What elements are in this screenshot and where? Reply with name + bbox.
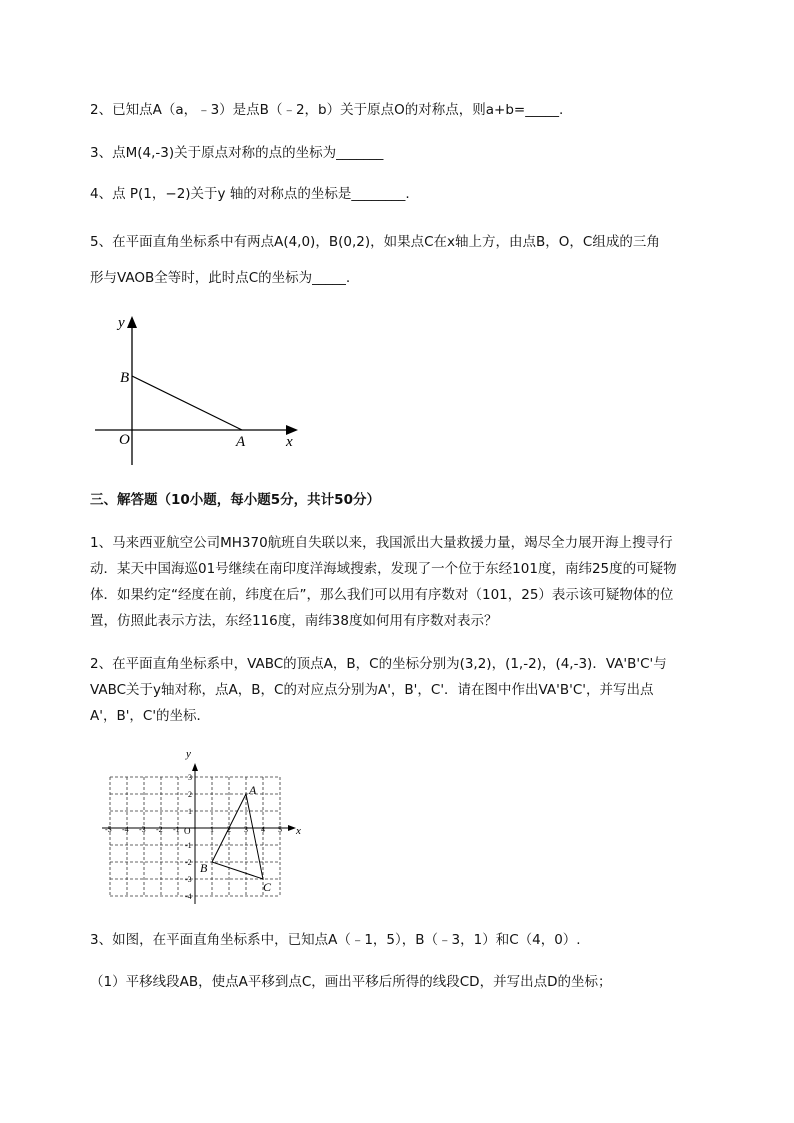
fig1-x-label: x: [286, 434, 293, 450]
x-tick-label: -5: [105, 825, 112, 834]
fig1-label-b: B: [120, 370, 130, 386]
x-tick-label: -2: [156, 825, 163, 834]
s2-line-2: VABC关于y轴对称，点A，B，C的对应点分别为A'，B'，C'．请在图中作出VA'B'C'，并写出点: [90, 682, 654, 698]
s3-line-1: 3、如图，在平面直角坐标系中，已知点A（﹣1，5），B（﹣3，1）和C（4，0）.: [90, 932, 581, 948]
y-tick-label: -2: [185, 858, 192, 867]
s2-line-3: A'，B'，C'的坐标．: [90, 708, 211, 724]
figure-triangle-aob: [90, 310, 310, 475]
question-2: 2、已知点A（a，﹣3）是点B（﹣2，b）关于原点O的对称点，则a+b=_____.: [90, 102, 564, 118]
question-5-line-1: 5、在平面直角坐标系中有两点A(4,0)，B(0,2)，如果点C在x轴上方，由点B，O，C组成的三角: [90, 234, 660, 250]
x-tick-label: 5: [278, 825, 282, 834]
s1-line-4: 置，仿照此表示方法，东经116度，南纬38度如何用有序数对表示？: [90, 613, 498, 629]
fig1-y-label: y: [118, 315, 125, 331]
x-axis-arrow: [288, 825, 296, 831]
fig1-label-o: O: [119, 432, 130, 448]
x-tick-label: -1: [173, 825, 180, 834]
y-axis-arrow: [192, 763, 198, 771]
question-4: 4、点 P(1，−2)关于y 轴的对称点的坐标是________.: [90, 186, 410, 202]
s1-line-3: 体．如果约定“经度在前，纬度在后”，那么我们可以用有序数对（101，25）表示该可疑物体的位: [90, 587, 674, 603]
fig2-origin-label: O: [184, 826, 191, 836]
y-tick-label: -4: [185, 892, 192, 901]
section-3-title: 三、解答题（10小题，每小题5分，共计50分）: [90, 492, 380, 508]
fig2-label-c: C: [263, 880, 272, 894]
s3-part-1: （1）平移线段AB，使点A平移到点C，画出平移后所得的线段CD，并写出点D的坐标；: [90, 974, 612, 990]
fig2-x-label: x: [296, 825, 301, 837]
fig2-y-label: y: [186, 748, 191, 760]
figure-grid-triangle-abc: [100, 745, 315, 910]
s1-line-1: 1、马来西亚航空公司MH370航班自失联以来，我国派出大量救援力量，竭尽全力展开海上搜寻行: [90, 535, 673, 551]
x-tick-label: -4: [122, 825, 129, 834]
y-tick-label: 1: [188, 807, 192, 816]
x-tick-label: 1: [210, 825, 214, 834]
y-tick-label: -3: [185, 875, 192, 884]
x-tick-label: 4: [261, 825, 265, 834]
x-tick-label: -3: [139, 825, 146, 834]
y-tick-label: 2: [188, 790, 192, 799]
x-tick-label: 3: [244, 825, 248, 834]
y-tick-label: 3: [188, 773, 192, 782]
fig1-label-a: A: [236, 434, 246, 450]
s2-line-1: 2、在平面直角坐标系中，VABC的顶点A，B，C的坐标分别为(3,2)，(1,-2)，(4,-3)．VA'B'C'与: [90, 656, 667, 672]
question-5-line-2: 形与VAOB全等时，此时点C的坐标为_____.: [90, 270, 351, 286]
fig2-label-b: B: [200, 861, 208, 875]
x-tick-label: 2: [227, 825, 231, 834]
triangle-abc: [212, 794, 263, 879]
question-3: 3、点M(4,-3)关于原点对称的点的坐标为_______: [90, 145, 384, 161]
s1-line-2: 动．某天中国海巡01号继续在南印度洋海域搜索，发现了一个位于东经101度，南纬25度的可疑物: [90, 561, 677, 577]
y-tick-label: -1: [185, 841, 192, 850]
fig2-label-a: A: [249, 783, 257, 797]
